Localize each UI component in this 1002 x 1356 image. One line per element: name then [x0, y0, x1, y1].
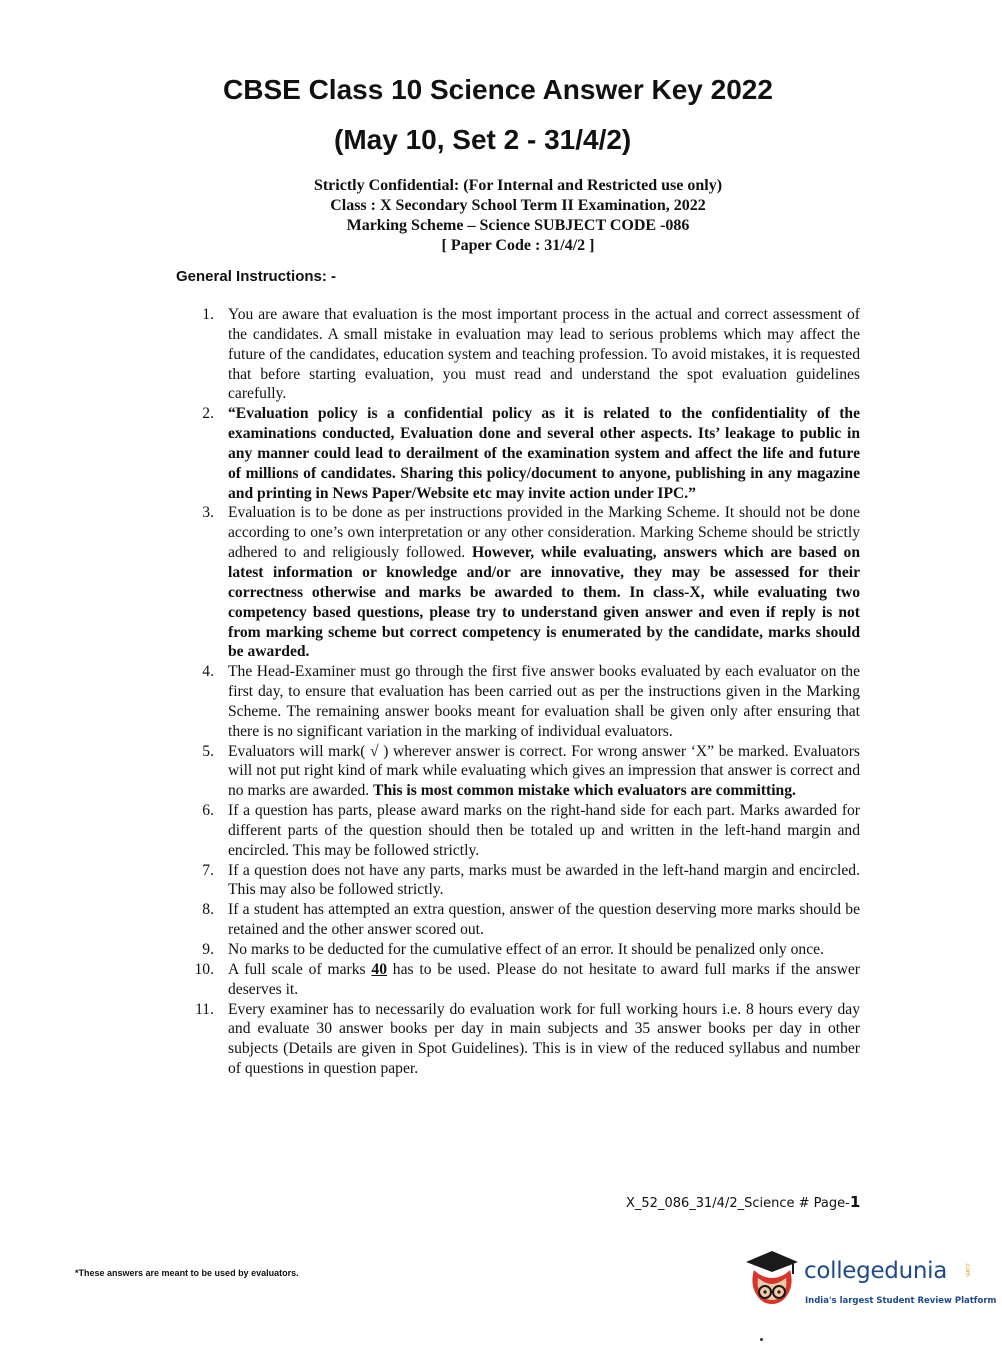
instruction-item [192, 305, 860, 404]
instruction-text: If a question does not have any parts, marks must be awarded in the left-hand margin and encircled. This may also be followed strictly. [228, 861, 860, 899]
instruction-item [192, 801, 860, 861]
instruction-item [192, 900, 860, 940]
instruction-number: 4. [202, 663, 214, 681]
general-instructions-heading: General Instructions: - [176, 268, 337, 285]
full-marks-value: 40 [371, 960, 387, 978]
instruction-item [192, 662, 860, 741]
instruction-text: No marks to be deducted for the cumulative effect of an error. It should be penalized only once. [228, 941, 824, 958]
instruction-number: 2. [202, 405, 214, 423]
marking-scheme-line: Marking Scheme – Science SUBJECT CODE -086 [346, 217, 690, 234]
instruction-item [192, 940, 860, 960]
paper-code-line: [ Paper Code : 31/4/2 ] [441, 237, 595, 254]
logo-domain-suffix: .com [964, 1262, 971, 1277]
instruction-item [192, 861, 860, 901]
instruction-item [192, 503, 860, 662]
instructions-list [192, 305, 860, 1079]
instruction-number: 10. [194, 960, 214, 978]
instruction-text: If a student has attempted an extra question, answer of the question deserving more marks should be retained and the other answer scored out. [228, 901, 860, 939]
confidential-line: Strictly Confidential: (For Internal and Restricted use only) [313, 177, 723, 194]
page-number: 1 [849, 1193, 861, 1211]
instruction-text: has to be used. Please do not hesitate to award full marks if the answer deserves it. [228, 960, 860, 998]
logo-tagline: India's largest Student Review Platform [805, 1296, 997, 1306]
footer-code-text: X_52_086_31/4/2_Science # Page- [626, 1196, 850, 1211]
instruction-text: If a question has parts, please award marks on the right-hand side for each part. Marks awarded for different parts of the question should then be totaled up and written in the left-hand margin and encircled. This may be followed strictly. [228, 802, 860, 859]
instruction-number: 8. [202, 901, 214, 919]
instruction-text: Evaluators will mark( √ ) wherever answer is correct. For wrong answer ‘X” be marked. Evaluators will not put right kind of mark while evaluating which gives an impression that answer is correct and no marks are awarded. [228, 742, 860, 800]
document-subtitle: (May 10, Set 2 - 31/4/2) [334, 124, 632, 155]
logo-wordmark: collegedunia [804, 1258, 948, 1284]
evaluator-footnote: *These answers are meant to be used by evaluators. [75, 1268, 299, 1278]
marking-scheme-header [0, 176, 1002, 256]
instruction-text: The Head-Examiner must go through the first five answer books evaluated by each evaluator on the first day, to ensure that evaluation has been carried out as per the instructions given in the Marking Scheme. The remaining answer books meant for evaluation shall be given only after ensuring that there is no significant variation in the marking of individual evaluators. [228, 663, 860, 740]
instruction-item [192, 404, 860, 503]
class-line: Class : X Secondary School Term II Examination, 2022 [330, 197, 706, 214]
instruction-number: 6. [202, 802, 214, 820]
instruction-text: Evaluation is to be done as per instructions provided in the Marking Scheme. It should not be done according to one’s own interpretation or any other consideration. Marking Scheme should be strictly adhered to and religiously followed. [228, 504, 860, 562]
instruction-number: 5. [202, 742, 214, 760]
instruction-number: 11. [195, 1000, 214, 1018]
instruction-item [192, 1000, 860, 1079]
instruction-text-bold: This is most common mistake which evaluators are committing. [373, 782, 796, 800]
instruction-item [192, 960, 860, 1000]
instruction-text-bold: However, while evaluating, answers which are based on latest information or knowledge and/or are innovative, they may be assessed for their correctness otherwise and marks be awarded to them. In class-X, while evaluating two competency based questions, please try to understand given answer and even if reply is not from marking scheme but correct competency is enumerated by the candidate, marks should be awarded. [228, 544, 860, 661]
document-title: CBSE Class 10 Science Answer Key 2022 [223, 74, 773, 105]
instruction-number: 7. [202, 861, 214, 879]
instruction-number: 9. [202, 941, 214, 958]
collegedunia-logo [742, 1248, 997, 1318]
graduate-mascot-icon [742, 1248, 804, 1314]
instruction-number: 1. [202, 306, 214, 323]
instruction-text: A full scale of marks [228, 960, 372, 978]
instruction-text: Every examiner has to necessarily do evaluation work for full working hours i.e. 8 hours every day and evaluate 30 answer books per day in main subjects and 35 answer books per day in other subjects (Details are given in Spot Guidelines). This is in view of the reduced syllabus and number of questions in question paper. [228, 1000, 860, 1078]
instruction-text: “Evaluation policy is a confidential policy as it is related to the confidentiality of the examinations conducted, Evaluation done and several other aspects. Its’ leakage to public in any manner could lead to derailment of the examination system and affect the life and future of millions of candidates. Sharing this policy/document to anyone, publishing in any magazine and printing in News Paper/Website etc may invite action under IPC.” [228, 405, 860, 502]
page-dot [760, 1338, 763, 1341]
instruction-text: You are aware that evaluation is the most important process in the actual and correct assessment of the candidates. A small mistake in evaluation may lead to serious problems which may affect the future of the candidates, education system and teaching profession. To avoid mistakes, it is requested that before starting evaluation, you must read and understand the spot evaluation guidelines carefully. [228, 306, 860, 403]
instruction-item [192, 742, 860, 802]
instruction-number: 3. [202, 504, 214, 522]
page-footer-code [626, 1193, 860, 1211]
